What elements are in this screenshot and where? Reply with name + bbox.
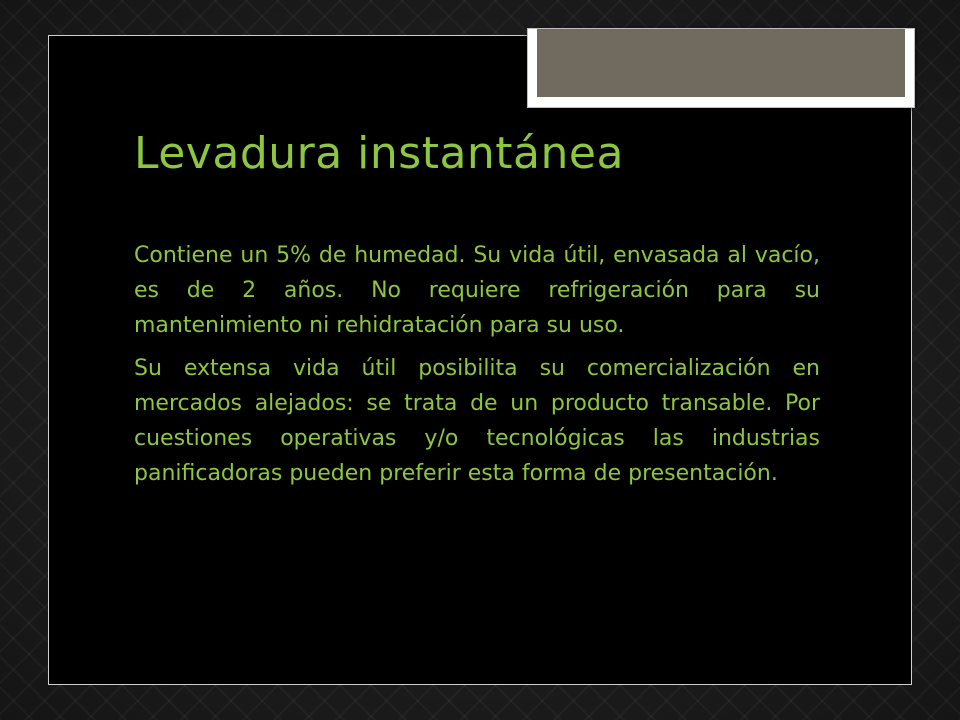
slide-body [134, 238, 820, 499]
slide-title: Levadura instantánea [134, 128, 624, 179]
body-paragraph-2: Su extensa vida útil posibilita su comercialización en mercados alejados: se trata de un producto transable. Por cuestiones operativas y/o tecnológicas las industrias panificadoras pueden preferir esta forma de presentación. [134, 356, 820, 486]
body-paragraph-1: Contiene un 5% de humedad. Su vida útil, envasada al vacío, es de 2 años. No requiere refrigeración para su mantenimiento ni rehidratación para su uso. [134, 243, 820, 338]
photo-placeholder [537, 29, 905, 97]
photo-frame [527, 28, 915, 108]
